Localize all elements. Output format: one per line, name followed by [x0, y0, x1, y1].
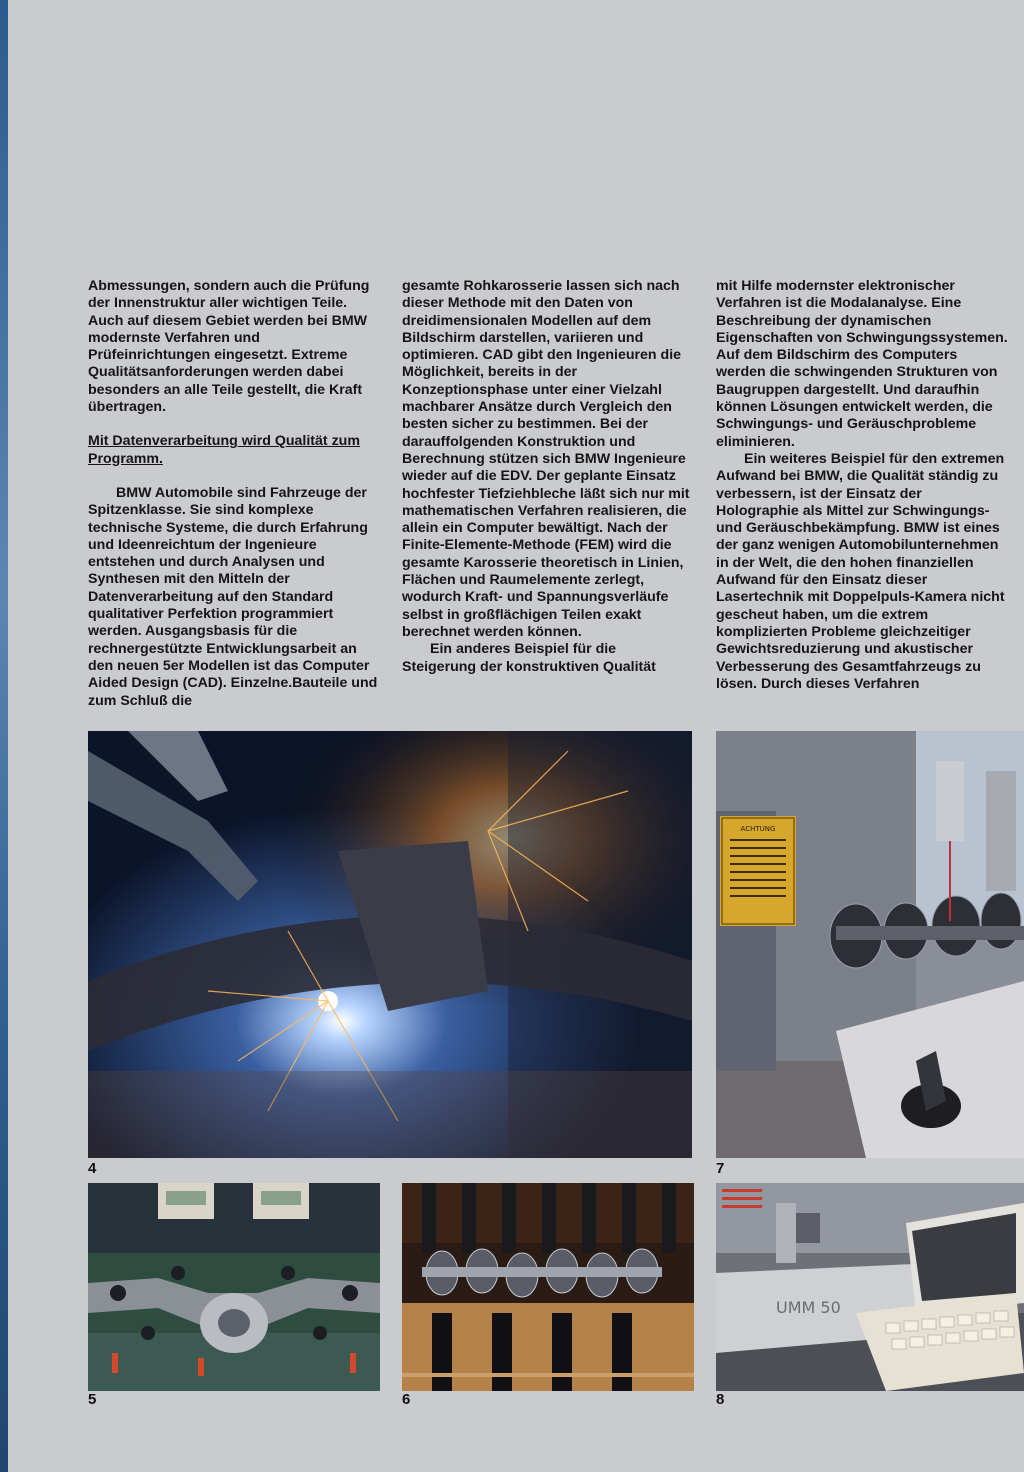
section-heading: Mit Datenverarbeitung wird Qualität zum Programm. — [88, 433, 360, 467]
photo-umm-terminal — [716, 1183, 1024, 1391]
paragraph: Abmessungen, sondern auch die Prüfung der Innenstruktur aller wichtigen Teile. Auch auf diesem Gebiet werden bei BMW modernste Verfahren und Prüfeinrichtungen eingesetzt. Extreme Qualitätsanforderungen werden dabei besonders an alle Teile gestellt, die Kraft übertragen. — [88, 278, 370, 416]
figure-number: 6 — [402, 1391, 411, 1408]
machine-label: UMM 50 — [776, 1298, 841, 1317]
paragraph: BMW Automobile sind Fahrzeuge der Spitzenklasse. Sie sind komplexe technische Systeme, die durch Erfahrung und Ideenreichtum der Ingenieure entstehen und durch Analysen und Synthesen mit den Mitteln der Datenverarbeitung auf den Standard qualitativer Perfektion programmiert werden. Ausgangsbasis für die rechnergestützte Entwicklungsarbeit an den neuen 5er Modellen ist das Computer Aided Design (CAD). Einzelne.Bauteile und zum Schluß die — [88, 484, 378, 709]
paragraph: gesamte Rohkarosserie lassen sich nach dieser Methode mit den Daten von dreidimensionalen Modellen auf dem Bildschirm darstellen, variieren und optimieren. CAD gibt den Ingenieuren die Möglichkeit, bereits in der Konzeptionsphase unter einer Vielzahl machbarer Ansätze durch Vergleich den besten sicher zu bestimmen. Bei der darauffolgenden Konstruktion und Berechnung stützen sich BMW Ingenieure wieder auf die EDV. Der geplante Einsatz hochfester Tiefziehbleche läßt sich nur mit mathematischen Verfahren realisieren, die allein ein Computer bewältigt. Nach der Finite-Elemente-Methode (FEM) wird die gesamte Karosserie theoretisch in Linien, Flächen und Raumelemente zerlegt, wodurch Kraft- und Spannungsverläufe selbst in großflächigen Teilen exakt berechnet werden können. — [402, 278, 690, 640]
page-edge-strip — [0, 0, 8, 1472]
figure-number: 7 — [716, 1160, 725, 1177]
paragraph: Ein anderes Beispiel für die Steigerung der konstruktiven Qualität — [402, 641, 656, 675]
text-column-1 — [88, 278, 380, 710]
figure-number: 4 — [88, 1160, 97, 1177]
figure-number: 8 — [716, 1391, 725, 1408]
photo-crankshafts — [402, 1183, 694, 1391]
photo-measuring-machine — [716, 731, 1024, 1158]
figure-number: 5 — [88, 1391, 97, 1408]
paragraph: Ein weiteres Beispiel für den extremen Aufwand bei BMW, die Qualität ständig zu verbessern, ist der Einsatz der Holographie als Mittel zur Schwingungs- und Geräuschbekämpfung. BMW ist eines der ganz wenigen Automobilunternehmen in der Welt, die den hohen finanziellen Aufwand für den Einsatz dieser Lasertechnik mit Doppelpuls-Kamera nicht gescheut haben, um die extrem komplizierten Probleme gleichzeitiger Gewichtsreduzierung und akustischer Verbesserung des Gesamtfahrzeugs zu lösen. Durch dieses Verfahren — [716, 450, 1005, 692]
photo-body-fixture — [88, 1183, 380, 1391]
paragraph: mit Hilfe modernster elektronischer Verfahren ist die Modalanalyse. Eine Beschreibung der dynamischen Eigenschaften von Schwingungssystemen. Auf dem Bildschirm des Computers werden die schwingenden Strukturen von Baugruppen dargestellt. Und daraufhin können Lösungen entwickelt werden, die Schwingungs- und Geräuschprobleme eliminieren. — [716, 278, 1008, 450]
sign-title: ACHTUNG — [740, 825, 776, 833]
text-column-3 — [716, 278, 1008, 693]
photo-welding-robot — [88, 731, 692, 1158]
text-column-2 — [402, 278, 694, 676]
